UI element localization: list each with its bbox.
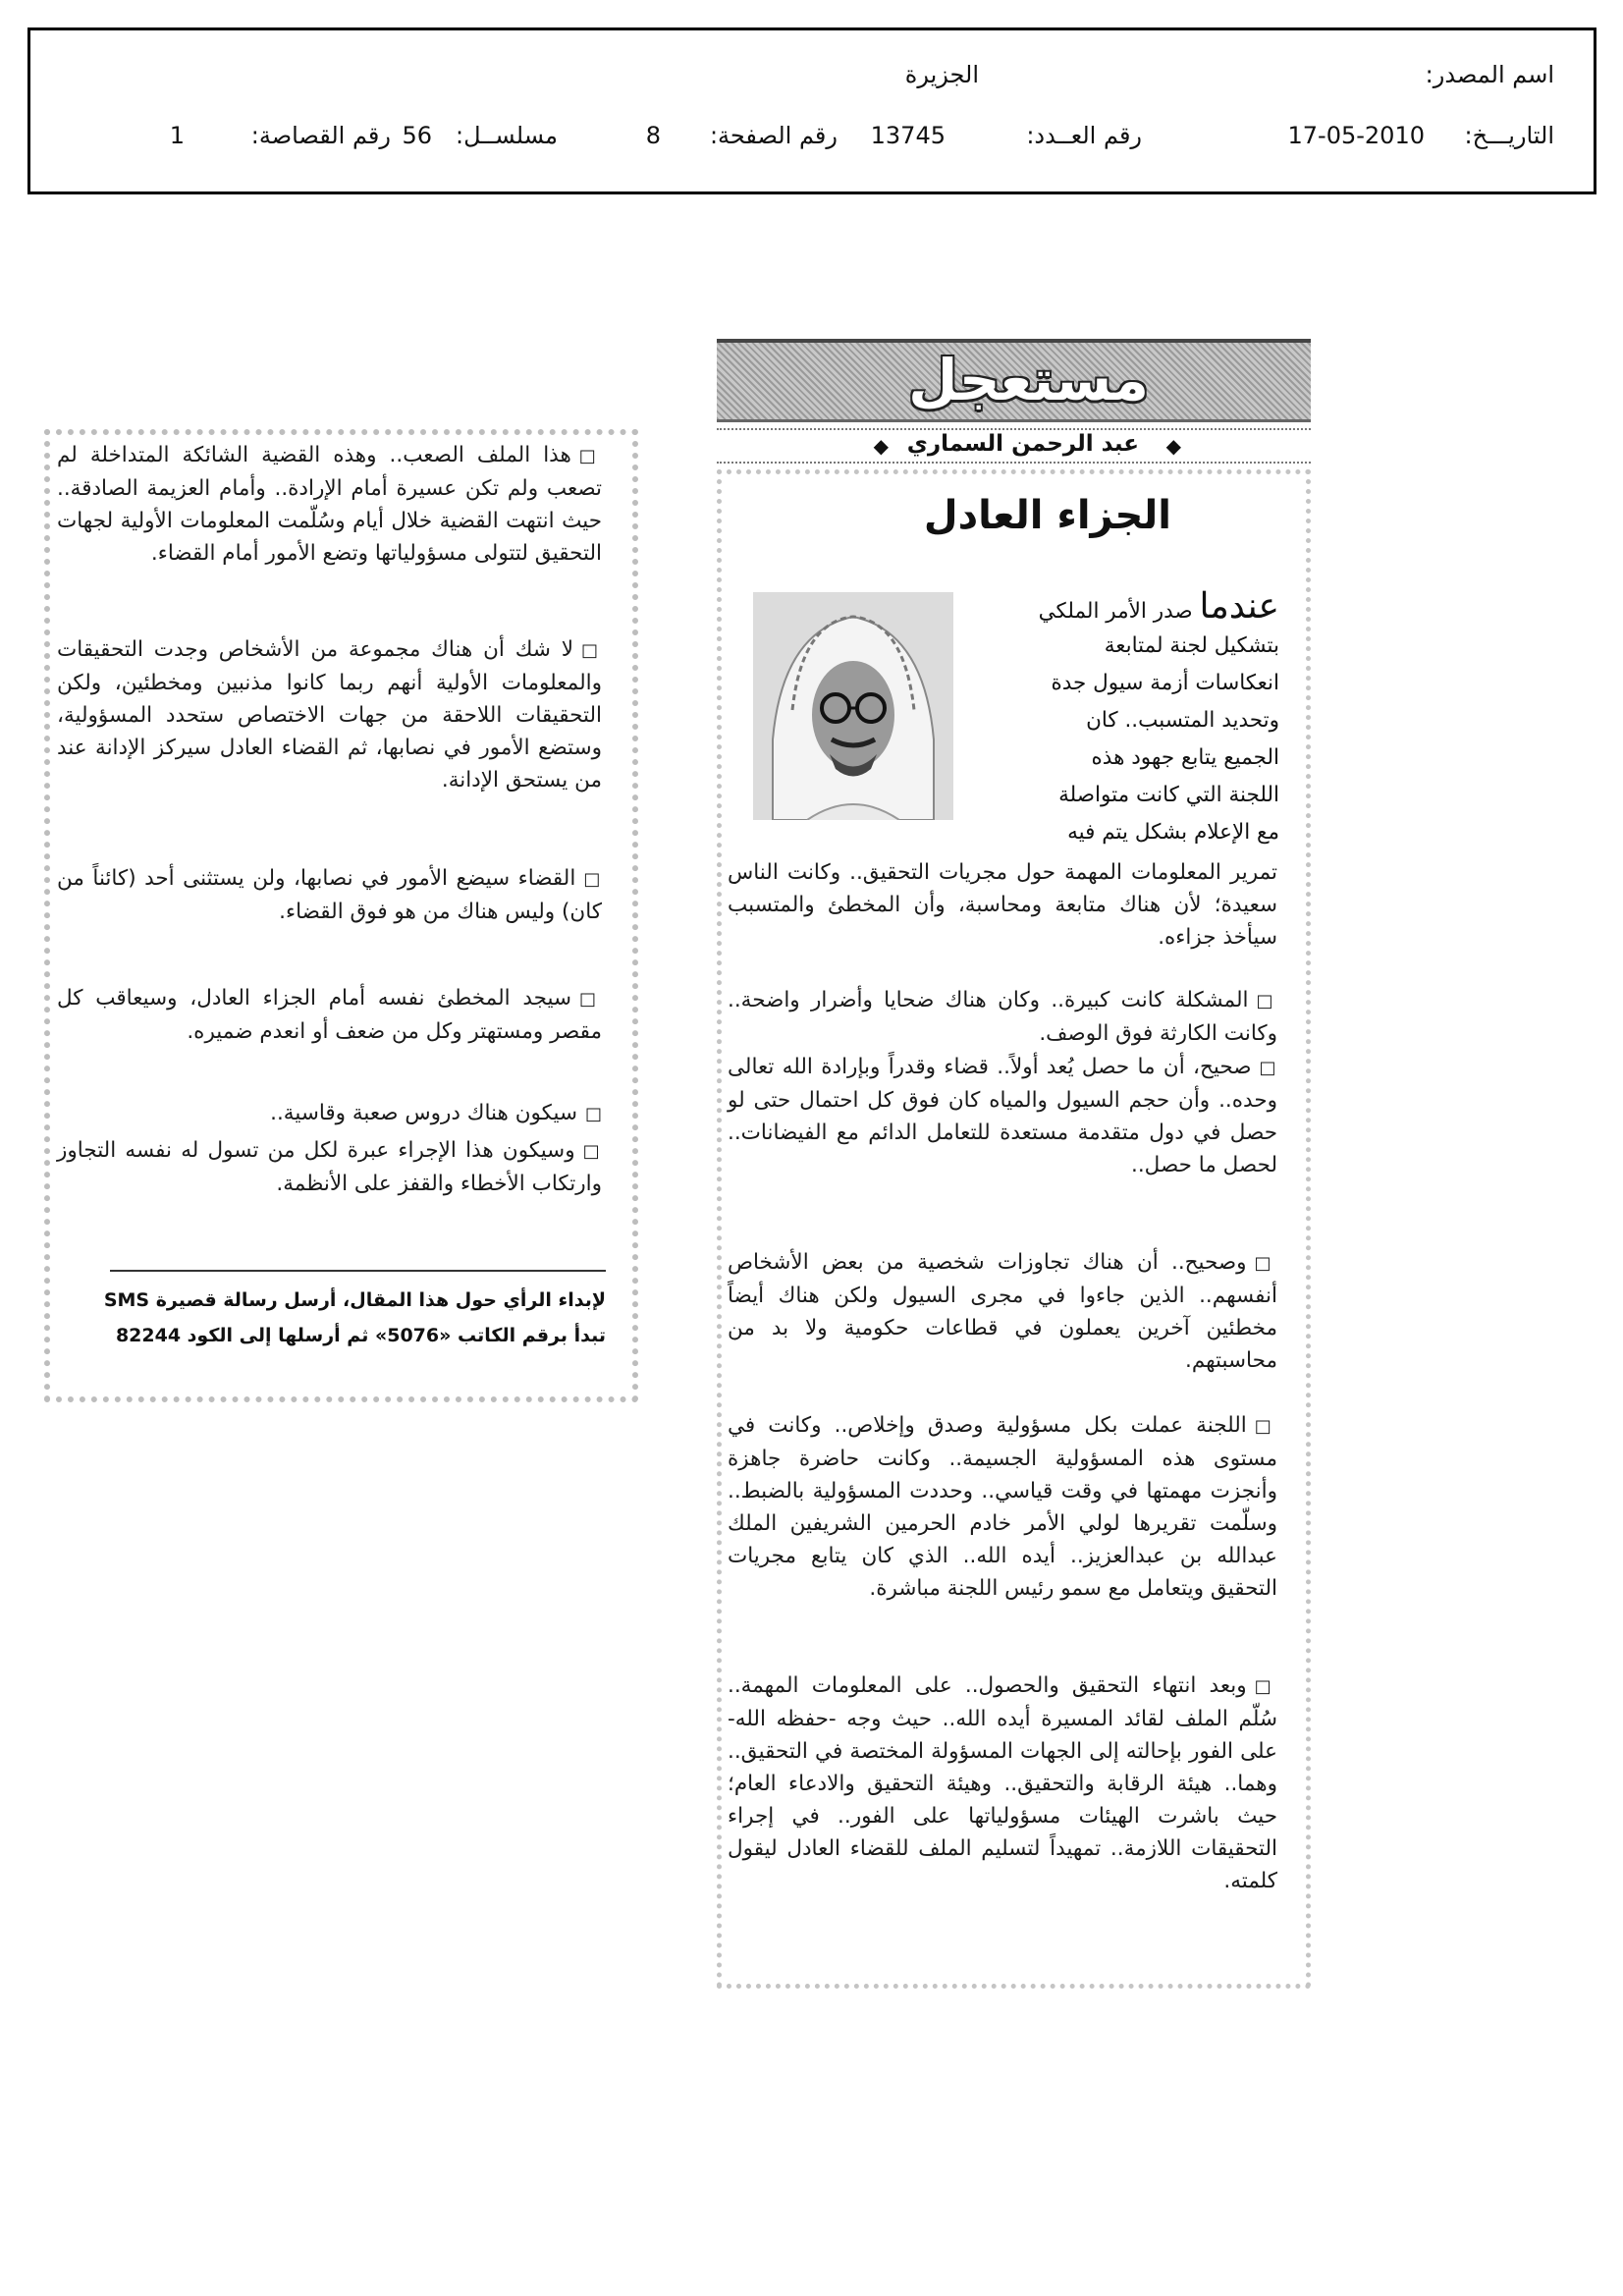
- paragraph: □صحيح، أن ما حصل يُعد أولاً.. قضاء وقدراً وبإرادة الله تعالى وحده.. وأن حجم السيول والمياه كان فوق كل احتمال حتى لو حصل في دول متقدمة مستعدة للتعامل الدائم مع الفيضانات.. لحصل ما حصل..: [728, 1055, 1277, 1177]
- paragraph: □هذا الملف الصعب.. وهذه القضية الشائكة المتداخلة لم تصعب ولم تكن عسيرة أمام الإرادة.. وأمام العزيمة الصادقة.. حيث انتهت القضية خلال أيام وسُلّمت المعلومات الأولية لجهات التحقيق لتتولى مسؤولياتها وتضع الأمور أمام القضاء.: [57, 443, 602, 566]
- paragraph: □اللجنة عملت بكل مسؤولية وصدق وإخلاص.. وكانت في مستوى هذه المسؤولية الجسيمة.. وكانت حاضرة جاهزة وأنجزت مهمتها في وقت قياسي.. وحددت المسؤولية بالضبط.. وسلّمت تقريرها لولي الأمر خادم الحرمين الشريفين الملك عبدالله بن عبدالعزيز.. أيده الله.. الذي كان يتابع مجريات التحقيق ويتعامل مع سمو رئيس اللجنة مباشرة.: [728, 1413, 1277, 1601]
- intro-line: اللجنة التي كانت متواصلة: [1058, 783, 1279, 807]
- intro-line: مع الإعلام بشكل يتم فيه: [1067, 820, 1279, 845]
- square-bullet-icon: □: [584, 1104, 602, 1124]
- paragraph: □وصحيح.. أن هناك تجاوزات شخصية من بعض الأشخاص أنفسهم.. الذين جاءوا في مجرى السيول ولكن هناك أيضاً مخطئين آخرين يعملون في قطاعات حكومية ولا بد من محاسبتهم.: [728, 1250, 1277, 1373]
- column-masthead: [717, 339, 1311, 422]
- column-name: مستعجل: [908, 347, 1149, 413]
- intro-line: الجميع يتابع جهود هذه: [1091, 745, 1279, 770]
- issue-label: رقم العــدد:: [1026, 122, 1142, 149]
- diamond-icon: ◆: [873, 434, 889, 458]
- source-label: اسم المصدر:: [1425, 61, 1554, 88]
- article-title: الجزاء العادل: [923, 493, 1171, 538]
- square-bullet-icon: □: [583, 869, 603, 890]
- square-bullet-icon: □: [578, 446, 602, 466]
- square-bullet-icon: □: [1254, 1676, 1277, 1697]
- clip-label: رقم القصاصة:: [250, 122, 391, 149]
- source-value: الجزيرة: [904, 61, 979, 88]
- intro-line: بتشكيل لجنة لمتابعة: [1104, 633, 1279, 658]
- intro-first-word: عندما: [1199, 586, 1279, 627]
- date-value: 17-05-2010: [1287, 122, 1425, 149]
- page-value: 8: [645, 122, 661, 149]
- date-label: التاريـــخ:: [1464, 122, 1554, 149]
- paragraph: □وسيكون هذا الإجراء عبرة لكل من تسول له نفسه التجاوز وارتكاب الأخطاء والقفز على الأنظمة.: [57, 1138, 602, 1196]
- clip-value: 1: [169, 122, 185, 149]
- sms-divider: [110, 1270, 606, 1272]
- square-bullet-icon: □: [1259, 1058, 1277, 1078]
- author-portrait-icon: [753, 592, 953, 820]
- page-label: رقم الصفحة:: [709, 122, 838, 149]
- author-name: عبد الرحمن السماري: [906, 431, 1139, 457]
- square-bullet-icon: □: [1254, 1253, 1277, 1274]
- intro-line: [1039, 586, 1279, 627]
- paragraph: □سيجد المخطئ نفسه أمام الجزاء العادل، وسيعاقب كل مقصر ومستهتر وكل من ضعف أو انعدم ضميره.: [57, 986, 602, 1044]
- intro-line-text: صدر الأمر الملكي: [1038, 599, 1193, 624]
- square-bullet-icon: □: [1256, 991, 1277, 1011]
- square-bullet-icon: □: [579, 989, 602, 1010]
- paragraph: □وبعد انتهاء التحقيق والحصول.. على المعلومات المهمة.. سُلّم الملف لقائد المسيرة أيده الله.. حيث وجه -حفظه الله- على الفور بإحالته إلى الجهات المسؤولة المختصة في التحقيق.. وهما.. هيئة الرقابة والتحقيق.. وهيئة التحقيق والادعاء العام؛ حيث باشرت الهيئات مسؤولياتها على الفور.. في إجراء التحقيقات اللازمة.. تمهيداً لتسليم الملف للقضاء العادل ليقول كلمته.: [728, 1673, 1277, 1893]
- square-bullet-icon: □: [1254, 1416, 1277, 1437]
- byline: [717, 428, 1311, 464]
- paragraph: تمرير المعلومات المهمة حول مجريات التحقيق.. وكانت الناس سعيدة؛ لأن هناك متابعة ومحاسبة، وأن المخطئ والمتسبب سيأخذ جزاءه.: [728, 860, 1277, 950]
- intro-line: انعكاسات أزمة سيول جدة: [1051, 671, 1279, 695]
- clipping-header-box: [27, 27, 1596, 194]
- intro-line: وتحديد المتسبب.. كان: [1086, 708, 1279, 733]
- square-bullet-icon: □: [582, 1141, 602, 1162]
- sms-note-line: لإبداء الرأي حول هذا المقال، أرسل رسالة قصيرة SMS: [103, 1289, 606, 1311]
- paragraph: □لا شك أن هناك مجموعة من الأشخاص وجدت التحقيقات والمعلومات الأولية أنهم ربما كانوا مذنبين ومخطئين، ولكن التحقيقات اللاحقة من جهات الاختصاص ستحدد المسؤولية، وستضع الأمور في نصابها، ثم القضاء العادل سيركز الإدانة عند من يستحق الإدانة.: [57, 637, 602, 793]
- serial-label: مسلســل:: [456, 122, 558, 149]
- sms-note-line: تبدأ برقم الكاتب «5076» ثم أرسلها إلى الكود 82244: [115, 1325, 606, 1346]
- serial-value: 56: [402, 122, 432, 149]
- paragraph: □سيكون هناك دروس صعبة وقاسية..: [270, 1101, 602, 1125]
- paragraph: □المشكلة كانت كبيرة.. وكان هناك ضحايا وأضرار واضحة.. وكانت الكارثة فوق الوصف.: [728, 988, 1277, 1046]
- issue-value: 13745: [870, 122, 946, 149]
- author-photo: [753, 592, 953, 820]
- diamond-icon: ◆: [1165, 434, 1181, 458]
- paragraph: □القضاء سيضع الأمور في نصابها، ولن يستثنى أحد (كائناً من كان) وليس هناك من هو فوق القضاء.: [57, 866, 603, 924]
- square-bullet-icon: □: [580, 640, 602, 661]
